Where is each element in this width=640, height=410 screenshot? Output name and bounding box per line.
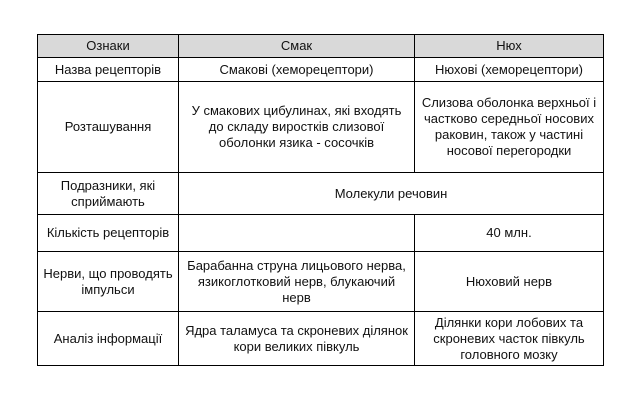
table-row	[38, 58, 604, 82]
feature-cell: Розташування	[38, 82, 179, 173]
smell-cell: Нюхові (хеморецептори)	[415, 58, 604, 82]
feature-cell: Назва рецепторів	[38, 58, 179, 82]
table-row	[38, 82, 604, 173]
taste-cell: Барабанна струна лицьового нерва, язикоглотковий нерв, блукаючий нерв	[179, 252, 415, 312]
table-row	[38, 215, 604, 252]
shared-cell: Молекули речовин	[179, 173, 604, 215]
smell-cell: Ділянки кори лобових та скроневих часток півкуль головного мозку	[415, 312, 604, 366]
table-row	[38, 252, 604, 312]
header-row	[38, 35, 604, 58]
header-features: Ознаки	[38, 35, 179, 58]
taste-cell: У смакових цибулинах, які входять до складу виростків слизової оболонки язика - сосочків	[179, 82, 415, 173]
taste-cell: Смакові (хеморецептори)	[179, 58, 415, 82]
header-smell: Нюх	[415, 35, 604, 58]
table-row	[38, 312, 604, 366]
feature-cell: Кількість рецепторів	[38, 215, 179, 252]
smell-cell: Слизова оболонка верхньої і частково середньої носових раковин, також у частині носової перегородки	[415, 82, 604, 173]
taste-cell	[179, 215, 415, 252]
smell-cell: 40 млн.	[415, 215, 604, 252]
feature-cell: Нерви, що проводять імпульси	[38, 252, 179, 312]
feature-cell: Аналіз інформації	[38, 312, 179, 366]
table-row	[38, 173, 604, 215]
smell-cell: Нюховий нерв	[415, 252, 604, 312]
comparison-table	[37, 34, 604, 366]
feature-cell: Подразники, які сприймають	[38, 173, 179, 215]
taste-cell: Ядра таламуса та скроневих ділянок кори великих півкуль	[179, 312, 415, 366]
header-taste: Смак	[179, 35, 415, 58]
